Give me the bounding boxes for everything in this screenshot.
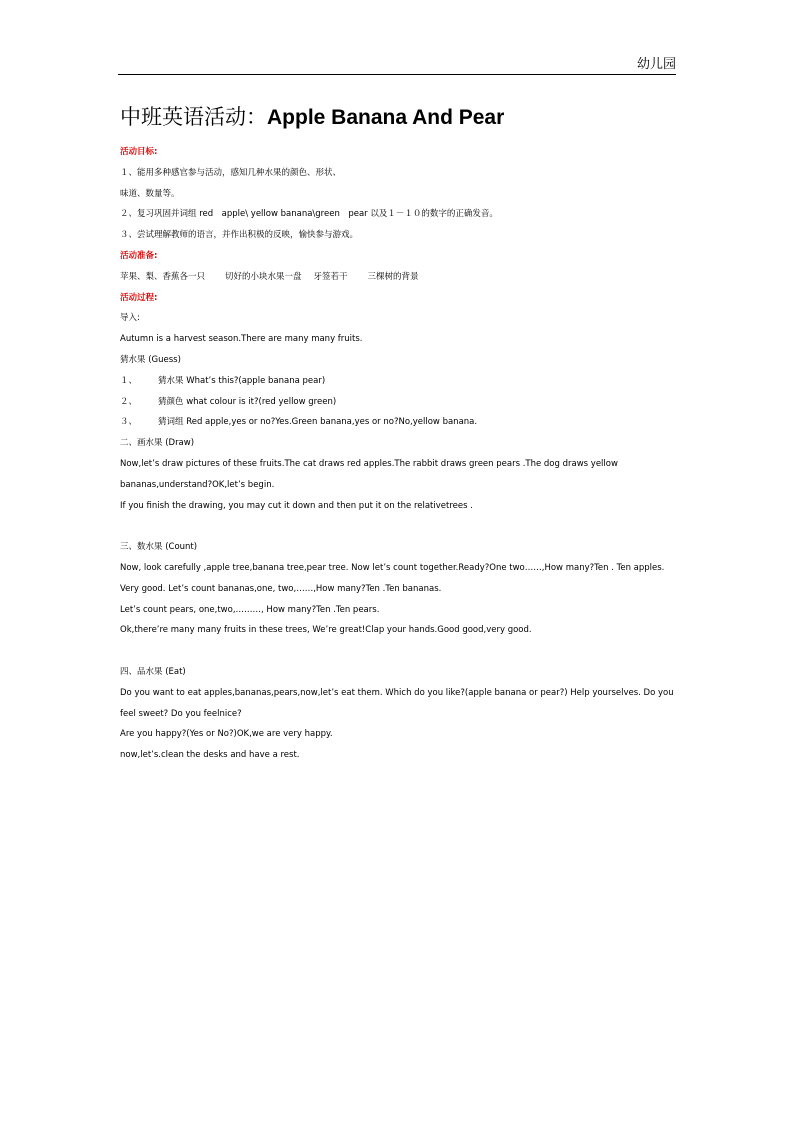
prep-heading: 活动准备:: [120, 250, 158, 261]
prep-item: 苹果、梨、香蕉各一只: [120, 271, 206, 282]
title-zh: 中班英语活动：: [120, 105, 267, 129]
intro-text: Autumn is a harvest season.There are many many fruits.: [120, 334, 363, 345]
eat-text-1: Do you want to eat apples,bananas,pears,now,let’s eat them. Which do you like?(apple banana or pear?) Help yourselves. Do you feel sweet? Do you feelnice?: [120, 687, 674, 719]
goals-heading: 活动目标:: [120, 147, 158, 157]
prep-items: [120, 267, 676, 288]
guess-item-text: 猜颜色 what colour is it?(red yellow green): [158, 396, 337, 407]
count-line-1: Now, look carefully ,apple tree,banana tree,pear tree. Now let’s count together.Ready?One two……,How many?Ten . Ten apples.: [120, 562, 665, 573]
guess-item-num: ３、: [120, 417, 138, 428]
guess-item-num: ２、: [120, 396, 138, 407]
draw-text-1: Now,let’s draw pictures of these fruits.The cat draws red apples.The rabbit draws green pears .The dog draws yellow bananas,understand?OK,let’s begin.: [120, 458, 618, 490]
guess-item-text: 猜水果 What’s this?(apple banana pear): [158, 375, 326, 386]
title-en: Apple Banana And Pear: [267, 106, 505, 129]
eat-title: 四、品水果 (Eat): [120, 666, 186, 677]
count-line-4: Ok,there’re many many fruits in these trees, We’re great!Clap your hands.Good good,very good.: [120, 625, 532, 636]
count-title: 三、数水果 (Count): [120, 542, 198, 553]
guess-item-3: [120, 412, 676, 433]
guess-title: 猜水果 (Guess): [120, 354, 181, 365]
guess-item-2: [120, 392, 676, 413]
eat-text-2: Are you happy?(Yes or No?)OK,we are very happy.: [120, 729, 333, 740]
intro-label: 导入:: [120, 313, 140, 324]
process-heading: 活动过程:: [120, 292, 158, 303]
prep-item: 牙签若干: [313, 271, 348, 282]
prep-item: 切好的小块水果一盘: [225, 271, 302, 282]
goal-item-1-line-2: 味道、数量等。: [120, 188, 180, 199]
document-body: [120, 103, 676, 766]
header-rule: [118, 74, 676, 75]
count-line-2: Very good. Let’s count bananas,one, two,……,How many?Ten .Ten bananas.: [120, 583, 442, 594]
guess-item-num: １、: [120, 375, 138, 386]
eat-text-3: now,let’s.clean the desks and have a rest.: [120, 750, 300, 761]
header-org: 幼儿园: [637, 57, 677, 72]
goal-item-2: ２、复习巩固并词组 red apple\ yellow banana\green pear 以及１－１０的数字的正确发音。: [120, 209, 498, 220]
prep-item: 三棵树的背景: [367, 271, 419, 282]
count-line-3: Let’s count pears, one,two,………, How many?Ten .Ten pears.: [120, 604, 380, 615]
goal-item-1-line-1: １、能用多种感官参与活动，感知几种水果的颜色、形状、: [120, 167, 342, 178]
guess-item-1: [120, 371, 676, 392]
goal-item-3: ３、尝试理解教师的语言，并作出积极的反映，愉快参与游戏。: [120, 230, 359, 241]
draw-title: 二、画水果 (Draw): [120, 438, 195, 449]
draw-text-2: If you finish the drawing, you may cut it down and then put it on the relativetrees .: [120, 500, 473, 511]
guess-item-text: 猜词组 Red apple,yes or no?Yes.Green banana,yes or no?No,yellow banana.: [158, 417, 478, 428]
page-title: [120, 103, 676, 132]
